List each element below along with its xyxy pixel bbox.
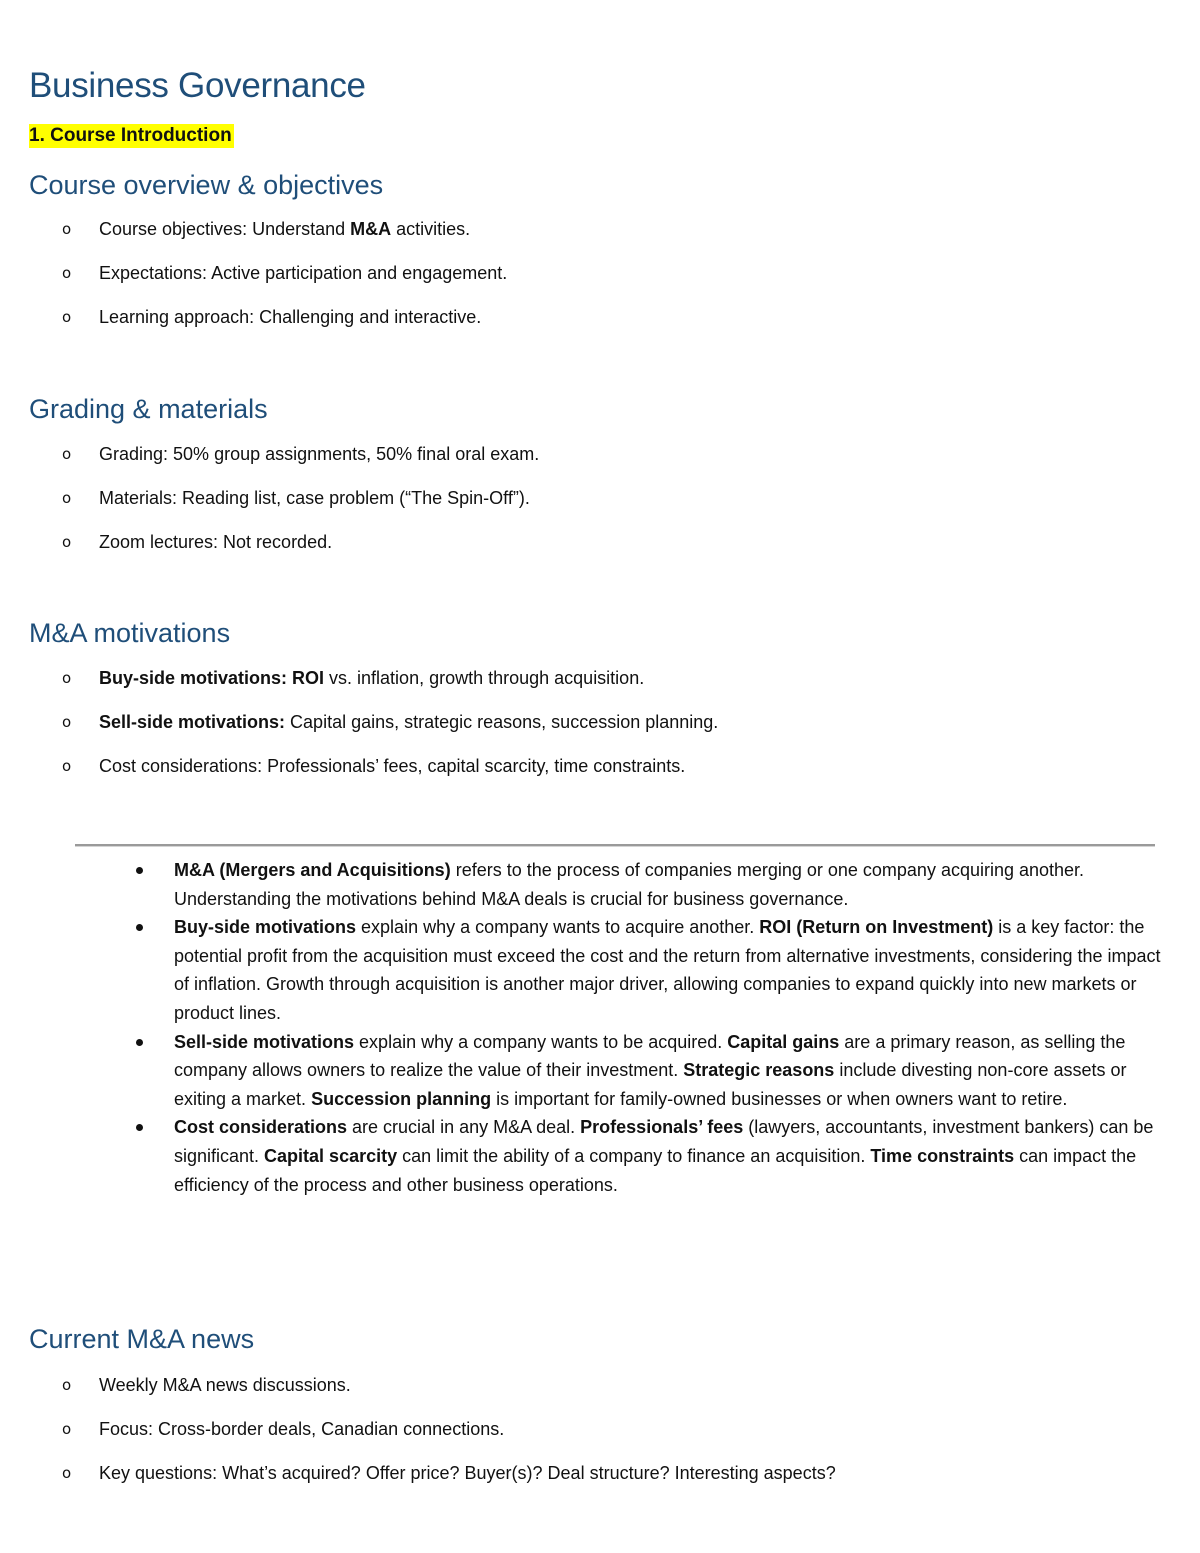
note-text: explain why a company wants to acquire another. [356,917,760,938]
item-text: Zoom lectures: Not recorded. [99,532,333,552]
bullet-marker: o [62,1376,72,1394]
list-item [62,1373,1162,1417]
note-text: are crucial in any M&A deal. [347,1117,581,1138]
list-grading-materials [62,442,1162,574]
note-bold: Sell-side motivations [174,1031,355,1052]
note-text: is important for family-owned businesses or when owners want to retire. [491,1088,1068,1109]
item-bold: M&A [350,219,392,239]
item-text: activities. [391,219,471,239]
list-item [62,530,1162,574]
item-text: Focus: Cross-border deals, Canadian connections. [99,1419,505,1439]
note-bold: M&A (Mergers and Acquisitions) [174,860,451,880]
bullet-marker: o [62,669,72,687]
bullet-dot-icon [136,924,143,931]
list-ma-motivations [62,666,1162,798]
list-current-ma-news [62,1373,1162,1505]
note-item [134,1028,1174,1114]
item-text: Course objectives: Understand [99,219,351,239]
item-text: Key questions: What’s acquired? Offer price? Buyer(s)? Deal structure? Interesting aspects? [99,1463,836,1483]
list-item [62,1461,1162,1505]
item-text: Cost considerations: Professionals’ fees, capital scarcity, time constraints. [99,756,686,776]
note-item [134,856,1174,913]
section-highlight: 1. Course Introduction [29,125,232,146]
bullet-marker: o [62,1420,72,1438]
horizontal-divider [75,844,1155,847]
list-item [62,666,1162,710]
item-text: vs. inflation, growth through acquisition. [324,668,645,688]
bullet-dot-icon [136,1039,143,1046]
item-text: Grading: 50% group assignments, 50% final oral exam. [99,444,540,464]
notes-list [134,856,1174,1199]
note-bold: Cost considerations [174,1117,348,1138]
note-bold: Capital scarcity [264,1145,398,1166]
note-text: (lawyers, accountants, investment bankers) can be significant. [174,1117,1154,1166]
note-item [134,913,1174,1027]
bullet-marker: o [62,489,72,507]
item-text: Expectations: Active participation and engagement. [99,263,508,283]
note-item [134,1113,1174,1199]
note-text: can limit the ability of a company to finance an acquisition. [397,1145,871,1166]
heading-course-overview: Course overview & objectives [29,170,384,200]
bullet-marker: o [62,713,72,731]
bullet-marker: o [62,445,72,463]
heading-current-ma-news: Current M&A news [29,1324,255,1354]
bullet-dot-icon [136,1124,143,1131]
list-item [62,305,1162,349]
note-bold: Strategic reasons [683,1060,835,1081]
bullet-dot-icon [136,867,143,874]
bullet-marker: o [62,264,72,282]
note-bold: Professionals’ fees [580,1117,744,1138]
note-bold: Buy-side motivations [174,917,357,938]
item-text: Learning approach: Challenging and interactive. [99,307,482,327]
list-item [62,1417,1162,1461]
bullet-marker: o [62,757,72,775]
document-title: Business Governance [29,66,366,105]
note-text: can impact the efficiency of the process and other business operations. [174,1145,1137,1195]
heading-ma-motivations: M&A motivations [29,618,231,648]
list-item [62,486,1162,530]
item-bold: Sell-side motivations: [99,712,286,732]
bullet-marker: o [62,220,72,238]
note-bold: Capital gains [727,1031,840,1052]
note-text: is a key factor: the potential profit from the acquisition must exceed the cost and the return from alternative investments, considering the impact of inflation. Growth through acquisition is another major driver, allowing companies to expand quickly into new markets or product lines. [174,917,1161,1023]
item-text: Capital gains, strategic reasons, succession planning. [285,712,719,732]
item-text: Materials: Reading list, case problem (“The Spin-Off”). [99,488,530,508]
list-item [62,442,1162,486]
list-item [62,217,1162,261]
item-bold: Buy-side motivations: ROI [99,668,325,688]
list-course-overview [62,217,1162,349]
note-bold: Time constraints [870,1145,1015,1166]
note-bold: Succession planning [311,1088,492,1109]
bullet-marker: o [62,308,72,326]
note-text: include divesting non-core assets or exiting a market. [174,1060,1127,1109]
list-item [62,754,1162,798]
item-text: Weekly M&A news discussions. [99,1375,351,1395]
heading-grading-materials: Grading & materials [29,394,268,424]
note-bold: ROI (Return on Investment) [759,917,994,938]
note-text: are a primary reason, as selling the company allows owners to realize the value of their investment. [174,1031,1126,1081]
bullet-marker: o [62,533,72,551]
note-text: explain why a company wants to be acquired. [354,1031,728,1052]
list-item [62,710,1162,754]
bullet-marker: o [62,1464,72,1482]
note-text: refers to the process of companies merging or one company acquiring another. Understanding the motivations behind M&A deals is crucial for business governance. [174,860,1085,909]
list-item [62,261,1162,305]
